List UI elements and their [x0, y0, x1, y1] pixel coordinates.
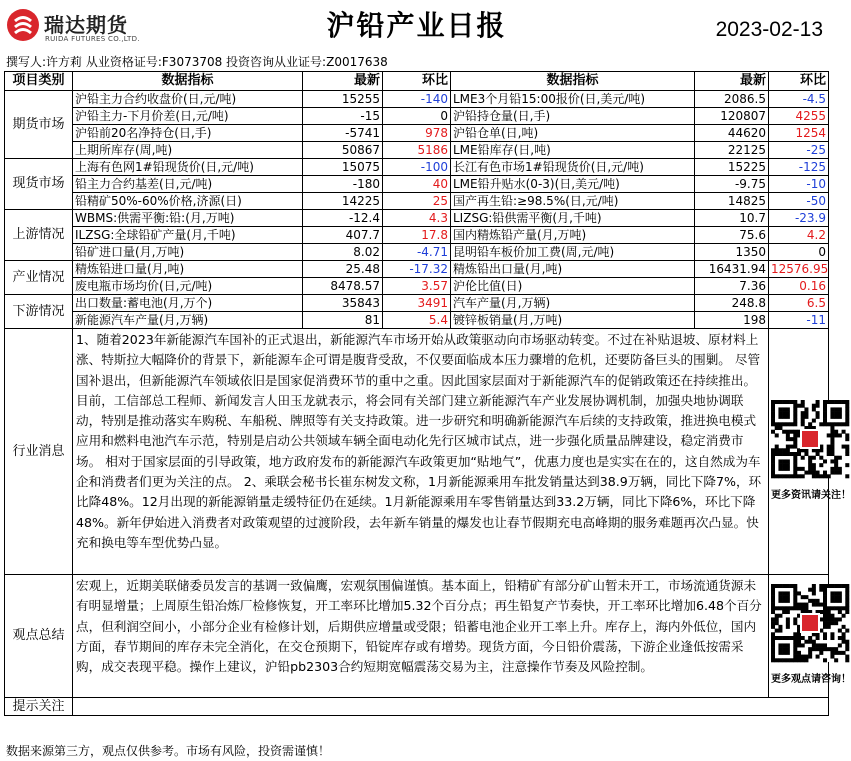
change-value: 17.8 — [383, 227, 451, 244]
change-value: 3491 — [383, 295, 451, 312]
change-value: 6.5 — [769, 295, 829, 312]
change-value: 25 — [383, 193, 451, 210]
table-row — [5, 210, 829, 227]
indicator-name: 上海有色网1#铅现货价(日,元/吨) — [73, 159, 303, 176]
header-category: 项目类别 — [5, 72, 73, 91]
table-row — [5, 278, 829, 295]
table-row — [5, 176, 829, 193]
view-qr-caption: 更多观点请咨询！ — [771, 674, 851, 685]
indicator-name: ILZSG:全球铅矿产量(月,千吨) — [73, 227, 303, 244]
change-value: -125 — [769, 159, 829, 176]
change-value: -140 — [383, 91, 451, 108]
view-category: 观点总结 — [5, 575, 73, 698]
latest-value: -12.4 — [303, 210, 383, 227]
section-category: 下游情况 — [5, 295, 73, 329]
table-row — [5, 159, 829, 176]
change-value: 0 — [383, 108, 451, 125]
table-row — [5, 312, 829, 329]
latest-value: 16431.94 — [695, 261, 769, 278]
indicator-name: 出口数量:蓄电池(月,万个) — [73, 295, 303, 312]
section-category: 上游情况 — [5, 210, 73, 261]
header-change: 环比 — [383, 72, 451, 91]
news-qr-caption: 更多资讯请关注！ — [771, 489, 851, 501]
change-value: 1254 — [769, 125, 829, 142]
change-value: -4.5 — [769, 91, 829, 108]
news-text: 1、随着2023年新能源汽车国补的正式退出，新能源汽车市场开始从政策驱动向市场驱动转变。不过在补贴退坡、原材料上涨、特斯拉大幅降价的背景下，新能源车企可谓是腹背受敌，不仅要面临成本压力骤增的危机，还要防备巨头的围剿。 尽管国补退出，但新能源汽车领域依旧是国家促消费环节的重中之重。因此国家层面对于新能源汽车的促销政策还在持续推出。目前，工信部总工程师、新闻发言人田玉龙就表示，将会同有关部门建立新能源汽车产业发展协调机制，加强央地协调联动，特别是推动落实车购税、车船税、牌照等有关支持政策。进一步研究和明确新能源汽车后续的支持政策，推进换电模式应用和燃料电池汽车示范，特别是启动公共领域车辆全面电动化先行区城市试点，进一步强化质量品牌建设，稳定消费市场。 相对于国家层面的引导政策，地方政府发布的新能源汽车政策更加“贴地气”，优惠力度也是实实在在的，这自然成为车企和消费者们更为关注的点。 2、乘联会秘书长崔东树发文称，1月新能源乘用车批发销量达到38.9万辆，同比下降7%，环比降48%。12月出现的新能源销量走缓特征仍在延续。1月新能源乘用车零售销量达到33.2万辆，同比下降6%，环比下降48%。新年伊始进入消费者对政策观望的过渡阶段，去年新车销量的爆发也让春节假期充电高峰期的服务难题再次凸显。快充和换电等车型优势凸显。 — [73, 329, 769, 575]
tips-row — [5, 698, 829, 716]
logo-english-name: RUIDA FUTURES CO.,LTD. — [45, 35, 140, 43]
indicator-name: 国产再生铅:≥98.5%(日,元/吨) — [451, 193, 695, 210]
latest-value: 407.7 — [303, 227, 383, 244]
indicator-name: 新能源汽车产量(月,万辆) — [73, 312, 303, 329]
table-row — [5, 227, 829, 244]
change-value: -100 — [383, 159, 451, 176]
indicator-name: 国内精炼铅产量(月,万吨) — [451, 227, 695, 244]
change-value: 12576.95 — [769, 261, 829, 278]
latest-value: 198 — [695, 312, 769, 329]
table-row — [5, 244, 829, 261]
change-value: -11 — [769, 312, 829, 329]
indicator-name: 沪铅仓单(日,吨) — [451, 125, 695, 142]
change-value: 3.57 — [383, 278, 451, 295]
change-value: -25 — [769, 142, 829, 159]
table-row — [5, 193, 829, 210]
indicator-name: 沪伦比值(日) — [451, 278, 695, 295]
latest-value: 10.7 — [695, 210, 769, 227]
header-latest: 最新 — [303, 72, 383, 91]
data-table — [4, 71, 851, 716]
latest-value: 81 — [303, 312, 383, 329]
latest-value: -15 — [303, 108, 383, 125]
latest-value: 14825 — [695, 193, 769, 210]
news-row — [5, 329, 829, 575]
view-text: 宏观上，近期美联储委员发言的基调一致偏鹰，宏观氛围偏谨慎。基本面上，铅精矿有部分矿山暂未开工，市场流通货源未有明显增量；上周原生铅冶炼厂检修恢复，开工率环比增加5.32个百分点；再生铅复产节奏快，开工率环比增加6.48个百分点，但利润空间小，小部分企业有检修计划，后期供应增量或受限；铅蓄电池企业开工率上升。库存上，海内外低位，国内方面，春节期间的库存未完全消化，在交仓预期下，铅锭库存或有增势。现货方面，今日铅价震荡，下游企业逢低按需采购，成交表现平稳。操作上建议，沪铅pb2303合约短期宽幅震荡交易为主，注意操作节奏及风险控制。 — [73, 575, 769, 698]
latest-value: 15255 — [303, 91, 383, 108]
table-row — [5, 125, 829, 142]
latest-value: 15075 — [303, 159, 383, 176]
header-change-2: 环比 — [769, 72, 829, 91]
indicator-name: 废电瓶市场均价(日,元/吨) — [73, 278, 303, 295]
indicator-name: LME铅库存(日,吨) — [451, 142, 695, 159]
indicator-name: 铅主力合约基差(日,元/吨) — [73, 176, 303, 193]
latest-value: 2086.5 — [695, 91, 769, 108]
report-date: 2023-02-13 — [715, 18, 823, 41]
latest-value: 7.36 — [695, 278, 769, 295]
table-row — [5, 142, 829, 159]
table-row — [5, 295, 829, 312]
section-category: 现货市场 — [5, 159, 73, 210]
indicator-name: 上期所库存(周,吨) — [73, 142, 303, 159]
latest-value: 120807 — [695, 108, 769, 125]
indicator-name: LIZSG:铅供需平衡(月,千吨) — [451, 210, 695, 227]
change-value: -10 — [769, 176, 829, 193]
indicator-name: 沪铅主力-下月价差(日,元/吨) — [73, 108, 303, 125]
latest-value: 8478.57 — [303, 278, 383, 295]
report-title: 沪铅产业日报 — [326, 9, 507, 42]
tips-text — [73, 698, 829, 716]
tips-category: 提示关注 — [5, 698, 73, 716]
change-value: 0.16 — [769, 278, 829, 295]
latest-value: -180 — [303, 176, 383, 193]
indicator-name: 长江有色市场1#铅现货价(日,元/吨) — [451, 159, 695, 176]
latest-value: 8.02 — [303, 244, 383, 261]
change-value: -17.32 — [383, 261, 451, 278]
change-value: -50 — [769, 193, 829, 210]
section-category: 期货市场 — [5, 91, 73, 159]
latest-value: 22125 — [695, 142, 769, 159]
header-latest-2: 最新 — [695, 72, 769, 91]
indicator-name: LME3个月铅15:00报价(日,美元/吨) — [451, 91, 695, 108]
latest-value: 44620 — [695, 125, 769, 142]
news-category: 行业消息 — [5, 329, 73, 575]
change-value: 5186 — [383, 142, 451, 159]
table-header-row — [5, 72, 829, 91]
latest-value: 50867 — [303, 142, 383, 159]
disclaimer-footer: 数据来源第三方，观点仅供参考。市场有风险，投资需谨慎！ — [6, 744, 331, 758]
indicator-name: 昆明铅车板价加工费(周,元/吨) — [451, 244, 695, 261]
header-indicator: 数据指标 — [73, 72, 303, 91]
latest-value: 25.48 — [303, 261, 383, 278]
indicator-name: 精炼铅出口量(月,吨) — [451, 261, 695, 278]
section-category: 产业情况 — [5, 261, 73, 295]
report-header — [0, 0, 833, 52]
indicator-name: 镀锌板销量(月,万吨) — [451, 312, 695, 329]
change-value: 4.3 — [383, 210, 451, 227]
indicator-name: 沪铅前20名净持仓(日,手) — [73, 125, 303, 142]
latest-value: 35843 — [303, 295, 383, 312]
qr-code-icon — [771, 584, 849, 662]
latest-value: -9.75 — [695, 176, 769, 193]
indicator-name: 铅矿进口量(月,万吨) — [73, 244, 303, 261]
change-value: -23.9 — [769, 210, 829, 227]
indicator-name: 铅精矿50%-60%价格,济源(日) — [73, 193, 303, 210]
table-row — [5, 91, 829, 108]
table-row — [5, 108, 829, 125]
latest-value: 248.8 — [695, 295, 769, 312]
change-value: 978 — [383, 125, 451, 142]
latest-value: 75.6 — [695, 227, 769, 244]
change-value: 40 — [383, 176, 451, 193]
view-row — [5, 575, 829, 698]
change-value: -4.71 — [383, 244, 451, 261]
author-info: 撰写人:许方莉 从业资格证号:F3073708 投资咨询从业证号:Z0017638 — [6, 55, 388, 69]
header-indicator-2: 数据指标 — [451, 72, 695, 91]
indicator-name: 汽车产量(月,万辆) — [451, 295, 695, 312]
latest-value: 15225 — [695, 159, 769, 176]
qr-code-icon — [771, 400, 849, 478]
latest-value: 14225 — [303, 193, 383, 210]
table-row — [5, 261, 829, 278]
view-qr-cell — [769, 575, 851, 698]
latest-value: -5741 — [303, 125, 383, 142]
change-value: 4255 — [769, 108, 829, 125]
change-value: 0 — [769, 244, 829, 261]
change-value: 5.4 — [383, 312, 451, 329]
logo-chinese-name: 瑞达期货 — [44, 13, 128, 37]
indicator-name: 沪铅主力合约收盘价(日,元/吨) — [73, 91, 303, 108]
indicator-name: 沪铅持仓量(日,手) — [451, 108, 695, 125]
indicator-name: LME铅升贴水(0-3)(日,美元/吨) — [451, 176, 695, 193]
latest-value: 1350 — [695, 244, 769, 261]
news-qr-cell — [769, 329, 851, 575]
change-value: 4.2 — [769, 227, 829, 244]
indicator-name: 精炼铅进口量(月,吨) — [73, 261, 303, 278]
indicator-name: WBMS:供需平衡:铅:(月,万吨) — [73, 210, 303, 227]
